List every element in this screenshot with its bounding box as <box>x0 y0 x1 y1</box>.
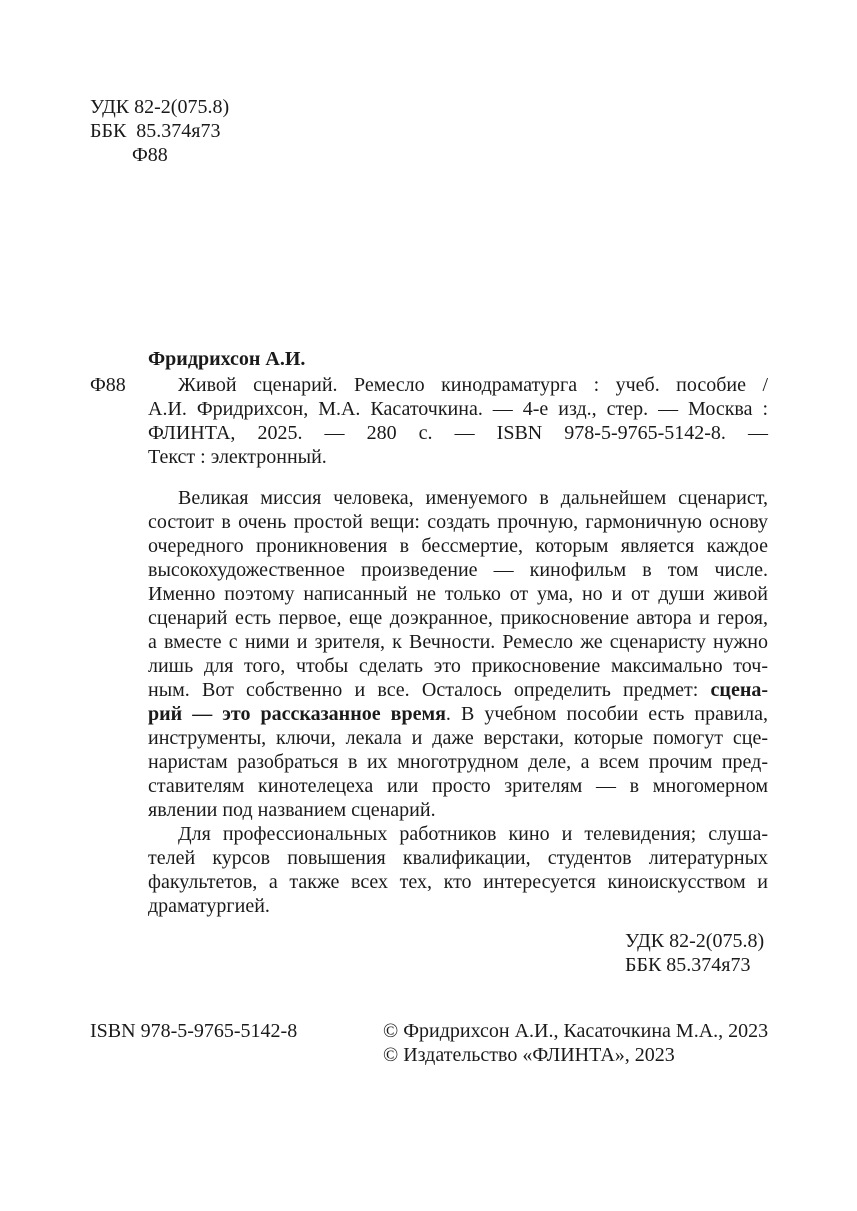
udk-code-top: УДК 82-2(075.8) <box>90 96 230 118</box>
bbk-code-top: ББК 85.374я73 <box>90 120 221 142</box>
annotation-line <box>148 702 768 726</box>
annotation-text: . В учебном пособии есть правила, <box>445 703 768 725</box>
audience-line: драматургией. <box>148 895 270 917</box>
bib-line: А.И. Фридрихсон, М.А. Касаточкина. — 4-е изд., стер. — Москва : <box>148 398 768 420</box>
author-mark-top: Ф88 <box>132 144 168 166</box>
bib-line: ФЛИНТА, 2025. — 280 с. — ISBN 978-5-9765-5142-8. — <box>148 422 768 444</box>
audience-line: Для профессиональных работников кино и телевидения; слуша- <box>178 823 768 845</box>
annotation-line: а вместе с ними и зрителя, к Вечности. Ремесло же сценаристу нужно <box>148 631 768 653</box>
annotation-line: инструменты, ключи, лекала и даже верстаки, которые помогут сце- <box>148 727 768 749</box>
author-heading: Фридрихсон А.И. <box>148 348 306 370</box>
annotation-line: явлении под названием сценарий. <box>148 799 436 821</box>
bib-line: Живой сценарий. Ремесло кинодраматурга : учеб. пособие / <box>178 374 768 396</box>
annotation-line <box>148 678 768 702</box>
isbn: ISBN 978-5-9765-5142-8 <box>90 1020 298 1042</box>
annotation-line: высокохудожественное произведение — кинофильм в том числе. <box>148 559 768 581</box>
annotation-line: Именно поэтому написанный не только от ума, но и от души живой <box>148 583 768 605</box>
annotation-line: Великая миссия человека, именуемого в дальнейшем сценарист, <box>178 487 768 509</box>
copyright-publisher: © Издательство «ФЛИНТА», 2023 <box>383 1044 675 1066</box>
annotation-bold-phrase: сцена- <box>710 679 769 701</box>
bbk-code-bottom: ББК 85.374я73 <box>625 954 751 976</box>
bib-line: Текст : электронный. <box>148 446 327 468</box>
annotation-line: лишь для того, чтобы сделать это прикосновение максимально точ- <box>148 655 768 677</box>
annotation-bold-phrase: рий — это рассказанное время <box>148 703 446 725</box>
annotation-line: ставителям кинотелецеха или просто зрителям — в многомерном <box>148 775 768 797</box>
audience-line: телей курсов повышения квалификации, студентов литературных <box>148 847 768 869</box>
audience-line: факультетов, а также всех тех, кто интересуется киноискусством и <box>148 871 768 893</box>
annotation-line: состоит в очень простой вещи: создать прочную, гармоничную основу <box>148 511 768 533</box>
udk-code-bottom: УДК 82-2(075.8) <box>625 930 765 952</box>
copyright-authors: © Фридрихсон А.И., Касаточкина М.А., 2023 <box>383 1020 769 1042</box>
annotation-line: наристам разобраться в их многотрудном деле, а всем прочим пред- <box>148 751 768 773</box>
annotation-text: ным. Вот собственно и все. Осталось определить предмет: <box>148 679 699 701</box>
annotation-line: очередного проникновения в бессмертие, которым является каждое <box>148 535 768 557</box>
author-mark: Ф88 <box>90 374 126 396</box>
annotation-line: сценарий есть первое, еще доэкранное, прикосновение автора и героя, <box>148 607 768 629</box>
